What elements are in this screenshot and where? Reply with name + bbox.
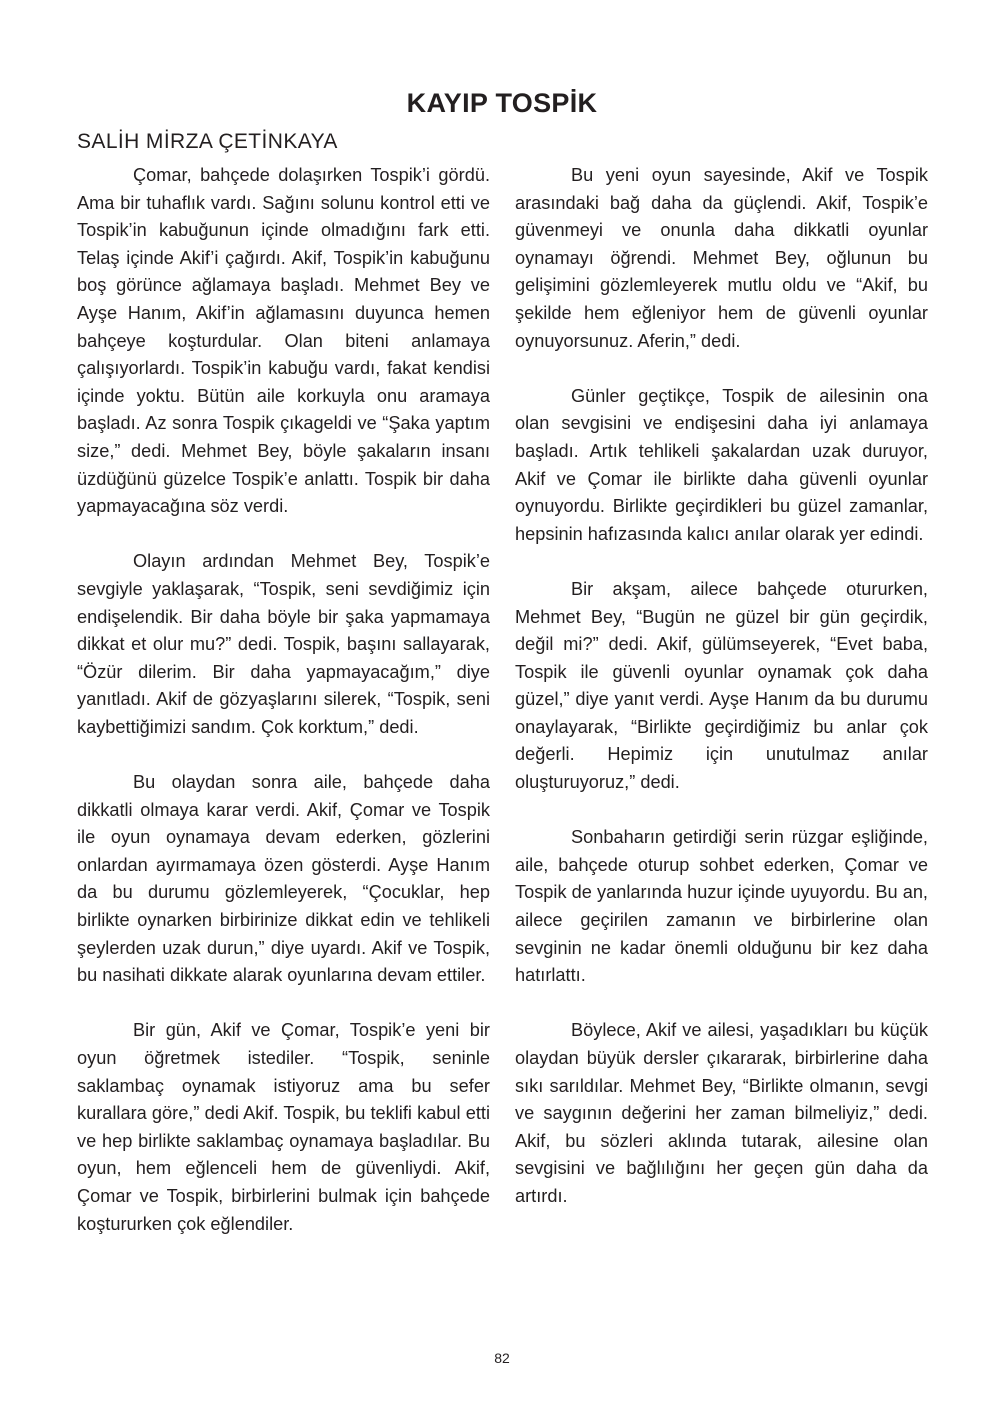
paragraph: Bir akşam, ailece bahçede otururken, Mehmet Bey, “Bugün ne güzel bir gün geçirdik, değil mi?” dedi. Akif, gülümseyerek, “Evet baba, Tospik ile güvenli oyunlar oynamak çok daha güzel,” diye yanıt verdi. Ayşe Hanım da bu durumu onaylayarak, “Birlikte geçirdiğimiz bu anlar çok değerli. Hepimiz için unutulmaz anılar oluşturuyoruz,” dedi. <box>515 578 928 793</box>
page-title: KAYIP TOSPİK <box>406 88 598 119</box>
author-name: SALİH MİRZA ÇETİNKAYA <box>77 130 338 153</box>
paragraph: Sonbaharın getirdiği serin rüzgar eşliğinde, aile, bahçede oturup sohbet ederken, Çomar ve Tospik de yanlarında huzur içinde uyuyordu. Bu an, ailece geçirilen zamanın ve birbirlerine olan sevginin ne kadar önemli olduğunu bir kez daha hatırlattı. <box>515 827 928 986</box>
paragraph: Günler geçtikçe, Tospik de ailesinin ona olan sevgisini ve endişesini daha iyi anlamaya başladı. Artık tehlikeli şakalardan uzak duruyor, Akif ve Çomar ile birlikte daha güvenli oyunlar oynuyordu. Birlikte geçirdikleri bu güzel zamanlar, hepsinin hafızasında kalıcı anılar olarak yer edindi. <box>515 385 928 544</box>
paragraph: Çomar, bahçede dolaşırken Tospik’i gördü. Ama bir tuhaflık vardı. Sağını solunu kontrol etti ve Tospik’in kabuğunun içinde olmadığını fark etti. Telaş içinde Akif’i çağırdı. Akif, Tospik’in kabuğunu boş görünce ağlamaya başladı. Mehmet Bey ve Ayşe Hanım, Akif’in ağlamasını duyunca hemen bahçeye koşturdular. Olan biteni anlamaya çalışıyorlardı. Tospik’in kabuğu vardı, fakat kendisi içinde yoktu. Bütün aile korkuyla onu aramaya başladı. Az sonra Tospik çıkageldi ve “Şaka yaptım size,” dedi. Mehmet Bey, böyle şakaların insanı üzdüğünü güzelce Tospik’e anlattı. Tospik bir daha yapmayacağına söz verdi. <box>77 165 490 517</box>
right-column <box>515 162 928 1238</box>
paragraph: Bir gün, Akif ve Çomar, Tospik’e yeni bir oyun öğretmek istediler. “Tospik, seninle saklambaç oynamak istiyoruz ama bu sefer kurallara göre,” dedi Akif. Tospik, bu teklifi kabul etti ve hep birlikte saklambaç oynamaya başladılar. Bu oyun, hem eğlenceli hem de güvenliydi. Akif, Çomar ve Tospik, birbirlerini bulmak için bahçede koştururken çok eğlendiler. <box>77 1020 490 1234</box>
paragraph: Bu olaydan sonra aile, bahçede daha dikkatli olmaya karar verdi. Akif, Çomar ve Tospik ile oyun oynamaya devam ederken, gözlerini onlardan ayırmamaya özen gösterdi. Ayşe Hanım da bu durumu gözlemleyerek, “Çocuklar, hep birlikte oynarken birbirinize dikkat edin ve tehlikeli şeylerden uzak durun,” diye uyardı. Akif ve Tospik, bu nasihati dikkate alarak oyunlarına devam ettiler. <box>77 772 490 986</box>
page-number: 82 <box>494 1350 510 1366</box>
paragraph: Bu yeni oyun sayesinde, Akif ve Tospik arasındaki bağ daha da güçlendi. Akif, Tospik’e güvenmeyi ve onunla daha dikkatli oyunlar oynamayı öğrendi. Mehmet Bey, oğlunun bu gelişimini gözlemleyerek mutlu oldu ve “Akif, bu şekilde hem eğleniyor hem de güvenli oyunlar oynuyorsunuz. Aferin,” dedi. <box>515 165 928 351</box>
left-column <box>77 162 490 1266</box>
paragraph: Böylece, Akif ve ailesi, yaşadıkları bu küçük olaydan büyük dersler çıkararak, birbirlerine daha sıkı sarıldılar. Mehmet Bey, “Birlikte olmanın, sevgi ve saygının değerini her zaman bilmeliyiz,” dedi. Akif, bu sözleri aklında tutarak, ailesine olan sevgisini ve bağlılığını her geçen gün daha da artırdı. <box>515 1020 928 1206</box>
paragraph: Olayın ardından Mehmet Bey, Tospik’e sevgiyle yaklaşarak, “Tospik, seni sevdiğimiz için endişelendik. Bir daha böyle bir şaka yapmamaya dikkat et olur mu?” dedi. Tospik, başını sallayarak, “Özür dilerim. Bir daha yapmayacağım,” diye yanıtladı. Akif de gözyaşlarını silerek, “Tospik, seni kaybettiğimizi sandım. Çok korktum,” dedi. <box>77 551 490 737</box>
